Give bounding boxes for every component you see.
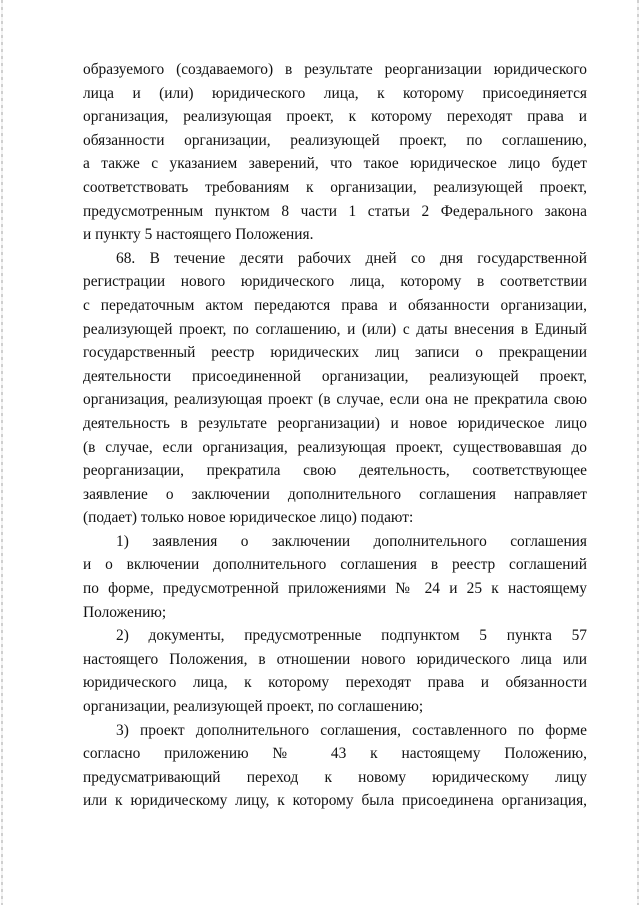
text-line: настоящего Положения, в отношении нового юридического лица или	[83, 650, 587, 668]
text-line: регистрации нового юридического лица, которому в соответствии	[83, 273, 587, 291]
text-line: организации, реализующей проект, по соглашению;	[83, 698, 424, 716]
text-line: реорганизации, прекратила свою деятельность, соответствующее	[83, 462, 587, 480]
text-line: предусмотренным пунктом 8 части 1 статьи 2 Федерального закона	[83, 202, 587, 220]
text-line: (подает) только новое юридическое лицо) подают:	[83, 509, 414, 527]
text-line: и о включении дополнительного соглашения в реестр соглашений	[83, 556, 587, 574]
text-line: лица и (или) юридического лица, к которому присоединяется	[83, 84, 587, 102]
list-item-3-start: 3) проект дополнительного соглашения, составленного по форме	[116, 721, 587, 739]
text-line: по форме, предусмотренной приложениями № 24 и 25 к настоящему	[83, 580, 587, 598]
text-line: или к юридическому лицу, к которому была присоединена организация,	[83, 792, 587, 810]
paragraph-68-start: 68. В течение десяти рабочих дней со дня государственной	[116, 249, 587, 267]
text-line: Положению;	[83, 603, 167, 621]
text-line: государственный реестр юридических лиц записи о прекращении	[83, 344, 587, 362]
list-item-1-start: 1) заявления о заключении дополнительного соглашения	[116, 532, 587, 550]
text-line: соответствовать требованиям к организации, реализующей проект,	[83, 178, 587, 196]
text-line: деятельности присоединенной организации, реализующей проект,	[83, 367, 587, 385]
text-line: заявление о заключении дополнительного соглашения направляет	[83, 485, 587, 503]
text-line: согласно приложению № 43 к настоящему Положению,	[83, 745, 587, 763]
text-line: с передаточным актом передаются права и обязанности организации,	[83, 296, 587, 314]
text-line: деятельность в результате реорганизации) и новое юридическое лицо	[83, 414, 587, 432]
text-line: а также с указанием заверений, что такое юридическое лицо будет	[83, 155, 587, 173]
scan-edge-left	[1, 0, 3, 905]
text-line: организация, реализующая проект, к которому переходят права и	[83, 108, 587, 126]
scan-edge-right	[637, 0, 639, 905]
text-line: обязанности организации, реализующей проект, по соглашению,	[83, 131, 587, 149]
text-line: (в случае, если организация, реализующая проект, существовавшая до	[83, 438, 587, 456]
text-line: организация, реализующая проект (в случае, если она не прекратила свою	[83, 391, 587, 409]
text-line: реализующей проект, по соглашению, и (или) с даты внесения в Единый	[83, 320, 587, 338]
text-line: юридического лица, к которому переходят права и обязанности	[83, 674, 587, 692]
text-line: предусматривающий переход к новому юридическому лицу	[83, 768, 587, 786]
text-line: и пункту 5 настоящего Положения.	[83, 226, 314, 244]
text-line: образуемого (создаваемого) в результате реорганизации юридического	[83, 61, 587, 78]
list-item-2-start: 2) документы, предусмотренные подпунктом 5 пункта 57	[116, 627, 587, 645]
document-body	[83, 58, 587, 813]
